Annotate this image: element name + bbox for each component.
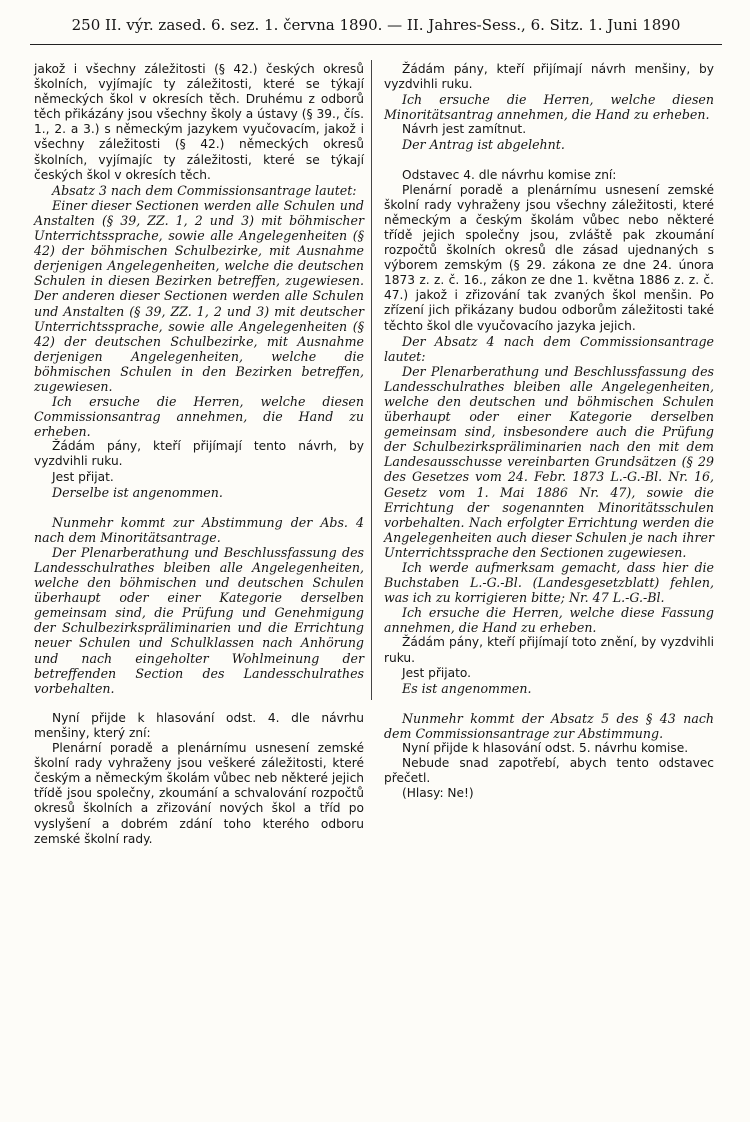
paragraph: Plenární poradě a plenárnímu usnesení zemské školní rady vyhraženy jsou veškeré záležitosti, které českým a německým školám vůbec neb některé jejich třídě jsou společny, zkoumání a schvalování rozpočtů okresů školních a zřizování nových škol a tříd po vyslyšení a dobrém zdání toho kterého odboru zemské školní rady. xyxy=(34,741,364,846)
paragraph: Einer dieser Sectionen werden alle Schulen und Anstalten (§ 39, ZZ. 1, 2 und 3) mit böhmischer Unterrichtssprache, sowie alle Angelegenheiten (§ 42) der böhmischen Schulbezirke, mit Ausnahme derjenigen Angelegenheiten, welche die deutschen Schulen in diesen Bezirken betreffen, zugewiesen. Der anderen dieser Sectionen werden alle Schulen und Anstalten (§ 39, ZZ. 1, 2 und 3) mit deutscher Unterrichtssprache, sowie alle Angelegenheiten (§ 42) der deutschen Schulbezirke, mit Ausnahme derjenigen Angelegenheiten, welche die böhmischen Schulen in den Bezirken betreffen, zugewiesen. xyxy=(34,197,364,394)
paragraph: Odstavec 4. dle návrhu komise zní: xyxy=(402,167,617,182)
paragraph: jakož i všechny záležitosti (§ 42.) českých okresů školních, vyjímajíc ty záležitosti, které se týkají německých škol v okresích těch. Druhému z odborů těch přikázány jsou všechny školy a ústavy (§ 39., čís. 1., 2. a 3.) s německým jazykem vyučovacím, jakož i všechny záležitosti (§ 42.) německých okresů školních, vyjímajíc ty záležitosti, které se týkají českých škol v okresích těch. xyxy=(34,62,364,182)
paragraph: Návrh jest zamítnut. xyxy=(402,122,527,137)
paragraph: Nyní přijde k hlasování odst. 4. dle návrhu menšiny, který zní: xyxy=(34,710,364,740)
paragraph: Nunmehr kommt zur Abstimmung der Abs. 4 nach dem Minoritätsantrage. xyxy=(34,514,364,545)
paragraph: Nyní přijde k hlasování odst. 5. návrhu komise. xyxy=(402,741,689,756)
paragraph: Žádám pány, kteří přijímají tento návrh, by vyzdvihli ruku. xyxy=(34,439,364,469)
paragraph: Jest přijato. xyxy=(402,665,471,680)
paragraph: Absatz 3 nach dem Commissionsantrage lautet: xyxy=(52,182,357,198)
page-header: 250 II. výr. zased. 6. sez. 1. června 1890. — II. Jahres-Sess., 6. Sitz. 1. Juni 1890 xyxy=(71,16,681,34)
header-rule xyxy=(30,44,722,45)
paragraph: Ich ersuche die Herren, welche diesen Commissionsantrag annehmen, die Hand zu erheben. xyxy=(34,394,364,440)
paragraph: Der Absatz 4 nach dem Commissionsantrage lautet: xyxy=(384,333,714,364)
paragraph: Der Antrag ist abgelehnt. xyxy=(402,137,565,153)
paragraph: Žádám pány, kteří přijímají návrh menšiny, by vyzdvihli ruku. xyxy=(384,62,714,92)
paragraph: Jest přijat. xyxy=(52,469,114,484)
paragraph: Nebude snad zapotřebí, abych tento odstavec přečetl. xyxy=(384,756,714,786)
paragraph: Ich ersuche die Herren, welche diese Fassung annehmen, die Hand zu erheben. xyxy=(384,605,714,636)
paragraph: Es ist angenommen. xyxy=(402,680,532,696)
paragraph: (Hlasy: Ne!) xyxy=(402,786,474,801)
paragraph: Žádám pány, kteří přijímají toto znění, by vyzdvihli ruku. xyxy=(384,635,714,665)
paragraph: Ich ersuche die Herren, welche diesen Minoritätsantrag annehmen, die Hand zu erheben. xyxy=(384,92,714,123)
right-column xyxy=(384,62,714,801)
left-column xyxy=(34,62,364,847)
paragraph: Der Plenarberathung und Beschlussfassung des Landesschulrathes bleiben alle Angelegenheiten, welche den böhmischen und deutschen Schulen überhaupt oder einer Kategorie derselben gemeinsam sind, die Prüfung und Genehmigung der Schulbezirkspräliminarien und die Errichtung neuer Schulen und Schulklassen nach Anhörung und nach eingeholter Wohlmeinung der betreffenden Section des Landesschulrathes vorbehalten. xyxy=(34,544,364,696)
paragraph: Nunmehr kommt der Absatz 5 des § 43 nach dem Commissionsantrage zur Abstimmung. xyxy=(384,710,714,741)
column-divider xyxy=(371,60,372,700)
paragraph: Der Plenarberathung und Beschlussfassung des Landesschulrathes bleiben alle Angelegenheiten, welche den deutschen und böhmischen Schulen überhaupt oder einer Kategorie derselben gemeinsam sind, insbesondere auch die Prüfung der Schulbezirkspräliminarien nach den mit dem Landesausschusse vereinbarten Grundsätzen (§ 29 des Gesetzes vom 24. Febr. 1873 L.-G.-Bl. Nr. 16, Gesetz vom 1. Mai 1886 Nr. 47), sowie die Errichtung der sogenannten Minoritätsschulen vorbehalten. Nach erfolgter Errichtung werden die Angelegenheiten auch dieser Schulen je nach ihrer Unterrichtssprache den Sectionen zugewiesen. xyxy=(384,363,714,560)
paragraph: Plenární poradě a plenárnímu usnesení zemské školní rady vyhraženy jsou všechny záležitosti, které německým a českým školám vůbec nebo některé třídě jejich společny jsou, zvláště pak zkoumání rozpočtů školních okresů dle zásad ujednaných s výborem zemským (§ 29. zákona ze dne 24. února 1873 z. z. č. 16., zákon ze dne 1. května 1886 z. z. č. 47.) jakož i zřizování tak zvaných škol menšin. Po zřízení jich přikázany budou odborům záležitosti také těchto škol dle vyučovacího jazyka jejich. xyxy=(384,182,714,333)
paragraph: Ich werde aufmerksam gemacht, dass hier die Buchstaben L.-G.-Bl. (Landesgesetzblatt) fehlen, was ich zu korrigieren bitte; Nr. 47 L.-G.-Bl. xyxy=(384,560,714,606)
paragraph: Derselbe ist angenommen. xyxy=(52,484,223,500)
